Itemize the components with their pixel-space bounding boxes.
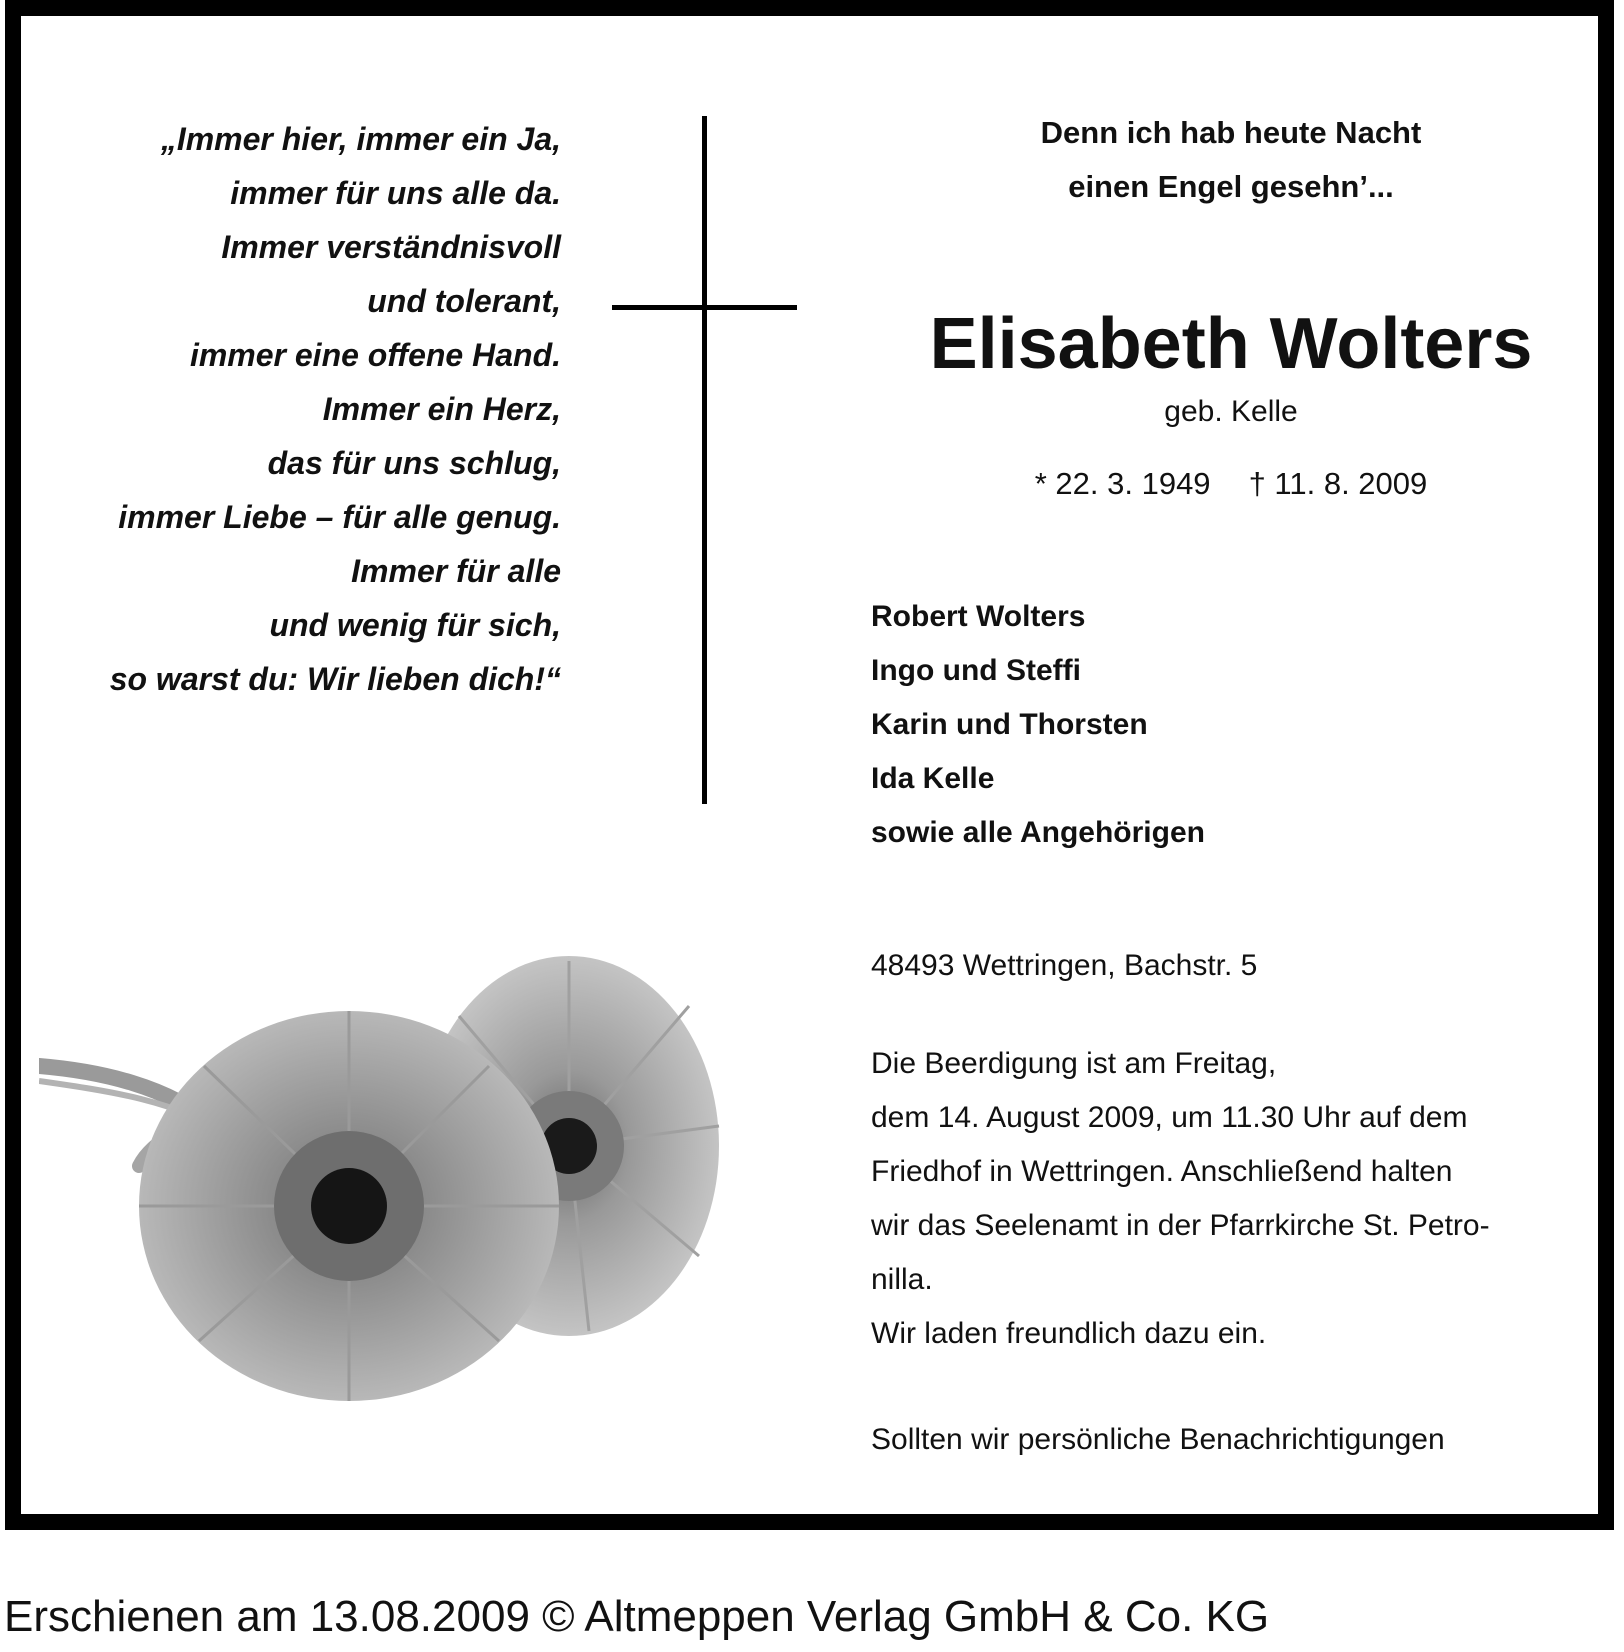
- poem-line: immer eine offene Hand.: [189, 337, 561, 373]
- poem-line: immer Liebe – für alle genug.: [118, 499, 561, 535]
- poem-line: und wenig für sich,: [269, 607, 561, 643]
- birth-date: * 22. 3. 1949: [1034, 466, 1211, 501]
- obituary-frame: [5, 0, 1614, 1530]
- motto: [841, 106, 1621, 214]
- notification-note: Sollten wir persönliche Benachrichtigungen: [871, 1423, 1445, 1456]
- address: 48493 Wettringen, Bachstr. 5: [871, 949, 1258, 982]
- poem: [51, 112, 561, 706]
- poem-line: „Immer hier, immer ein Ja,: [160, 121, 561, 157]
- poem-line: so warst du: Wir lieben dich!“: [109, 661, 561, 697]
- funeral-line: Wir laden freundlich dazu ein.: [871, 1317, 1267, 1350]
- cross-icon-horizontal: [612, 305, 797, 310]
- poem-line: das für uns schlug,: [267, 445, 561, 481]
- funeral-line: Die Beerdigung ist am Freitag,: [871, 1047, 1277, 1080]
- gerbera-flowers-image: [39, 886, 739, 1506]
- mourner: Karin und Thorsten: [871, 708, 1148, 741]
- poem-line: und tolerant,: [367, 283, 561, 319]
- poem-line: Immer verständnisvoll: [221, 229, 561, 265]
- mourner: Ida Kelle: [871, 762, 995, 795]
- cross-icon-vertical: [702, 116, 707, 804]
- mourner: sowie alle Angehörigen: [871, 816, 1205, 849]
- motto-line: Denn ich hab heute Nacht: [1040, 115, 1422, 150]
- funeral-line: wir das Seelenamt in der Pfarrkirche St. Petro-: [871, 1209, 1490, 1242]
- mourner: Ingo und Steffi: [871, 654, 1081, 687]
- mourner: Robert Wolters: [871, 600, 1086, 633]
- funeral-line: nilla.: [871, 1263, 933, 1296]
- death-date: † 11. 8. 2009: [1248, 466, 1428, 501]
- publication-footer: Erschienen am 13.08.2009 © Altmeppen Verlag GmbH & Co. KG: [4, 1592, 1270, 1641]
- life-dates: [841, 464, 1621, 504]
- funeral-info: [871, 1037, 1591, 1361]
- mourners-list: [871, 590, 1205, 860]
- deceased-name: Elisabeth Wolters: [929, 304, 1533, 384]
- motto-line: einen Engel gesehn’...: [1068, 169, 1394, 204]
- funeral-line: dem 14. August 2009, um 11.30 Uhr auf dem: [871, 1101, 1468, 1134]
- maiden-name: geb. Kelle: [1164, 395, 1298, 428]
- poem-line: Immer für alle: [351, 553, 561, 589]
- poem-line: immer für uns alle da.: [230, 175, 561, 211]
- funeral-line: Friedhof in Wettringen. Anschließend halten: [871, 1155, 1453, 1188]
- poem-line: Immer ein Herz,: [322, 391, 561, 427]
